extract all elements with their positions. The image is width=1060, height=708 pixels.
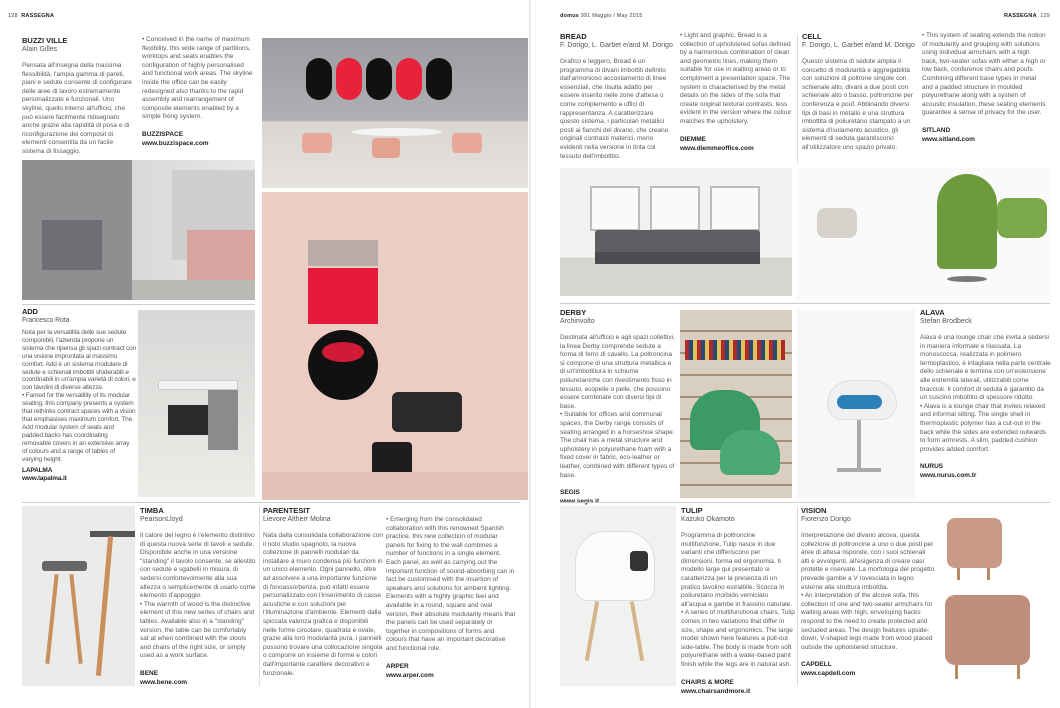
english-text: • Emerging from the consolidated collaboration with this renowned Spanish practice, this new collection of modular panels for fixing to the wall combines a number of functions in a single element. Each panel, as well as carrying out the important function of sound-absorbing can in fact be customised with the insertion of speakers and solutions for ambient lighting. Elements with a highly graphic feel and available in a round, square and oval version, their absolute modularity means that the panels can be used separately or together in compositions of forms and colours that have an important decorative and functional role. (386, 516, 516, 652)
italian-text: Nata dalla consolidata collaborazione con il noto studio spagnolo, la nuova collezione di pannelli modulari da installare a muro condensa più funzioni in un unico elemento. Ogni pannello, oltre ad assolvere a una importante funzione di fonoassorbenza, può infatti essere personalizzato con l'inserimento di casse acustiche e con soluzioni per l'illuminazione d'ambiente. Elementi dalla spiccata valenza grafica e disponibili nelle forme circolare, quadrata e ovale, grazie alla loro modularità pura, i pannelli possono trovare una collocazione singola o comporre un insieme di forme e colori dall'importante carattere decorativo e funzionale. (263, 532, 383, 677)
brand-url[interactable]: www.bene.com (140, 678, 188, 686)
english-text: • Alava is a lounge chair that invites relaxed and informal sitting. The single shell in thermoplastic polymer has a cut-out in the back while the sides are extended outwards to form armrests. A slim, padded cushion provides added comfort. (920, 402, 1047, 453)
issue-label: 991 Maggio / May 2015 (580, 13, 643, 19)
article-title: TIMBA (140, 506, 164, 515)
english-text: • Suitable for offices and communal spaces, the Derby range consists of seating arranged in a horseshoe shape. The chair has a metal structure and upholstery in polyurethane foam with a fixed cover in fabric, eco-leather or leather, combined with different types of base. (560, 411, 675, 479)
right-running-header (560, 13, 642, 19)
article-parentesit-it (263, 506, 383, 678)
magazine-name: domus (560, 13, 580, 19)
italian-text: Alava è una lounge chair che invita a sedersi in maniera informale e rilassata. La monoscocca, realizzata in polimero termoplastico, è intagliata nella parte centrale dello schienale e termina con un'estensione alle estremità laterali, utilizzabili come braccioli. Il comfort di seduta è garantito da un cuscino imbottito di spessore ridotto. (920, 334, 1051, 402)
english-text: • The warmth of wood is the distinctive element of this new series of chairs and tables. Available also in a "standing" version, the table can be comfortably sat at when combined with the stools and chairs of the right size, or simply used as a work surface. (140, 600, 255, 660)
brand-name: LAPALMA (22, 467, 53, 475)
article-title: PARENTESIT (263, 506, 310, 515)
photo-vision-armchairs (937, 510, 1050, 690)
page-number: 128 (8, 13, 18, 19)
article-parentesit-en (386, 516, 516, 680)
brand-url[interactable]: www.buzzispace.com (142, 139, 209, 147)
photo-alava-chair (797, 310, 915, 498)
italian-text: Questo sistema di sedute amplia il concetto di modularità e aggregabilità con soluzioni di poltrone singole con schienale alto, divani a due posti con schienale alto o basso, poltroncine per conferenza e pouf. Abbinando diversi tipi di basi in metallo e una struttura imbottita di poliuretano stampato a un sistema d'isolamento acustico, gli elementi di seduta garantiscono all'utilizzatore uno spazio privato. (802, 58, 913, 151)
article-title: BUZZI VILLE (22, 36, 68, 45)
photo-parentesit-wall (262, 192, 528, 500)
italian-text: Programma di poltroncine multifunzione, Tulip nasce in due varianti che differiscono per dimensioni, forma ed ergonomia. Il modello large qui presentato si caratterizza per la presenza di un pratico tavolino estraibile. Scocca in poliuretano morbido verniciato all'acqua e gambe in frassino naturale. (681, 532, 793, 608)
english-text: • Conceived in the name of maximum flexibility, this wide range of partitions, worktops and seats enables the configuration of highly personalised and functional work areas. The skyline inside the office can be easily redesigned also thanks to the rapid assembly and rearrangement of composite elements enabled by a simple fixing system. (142, 36, 253, 121)
brand-name: ARPER (386, 662, 409, 670)
section-label: RASSEGNA (21, 13, 55, 19)
section-label: RASSEGNA (1003, 13, 1037, 19)
photo-panels-dining (262, 38, 528, 188)
divider (22, 304, 255, 305)
photo-timba-stool (22, 506, 135, 686)
brand-name: SEGIS (560, 489, 580, 497)
italian-text: Interpretazione del divano alcova, questa collezione di poltroncine a uno o due posti per aree di attesa risponde, con i suoi schienali alti e avvolgenti, all'esigenza di creare oasi protette e riservate. La morfologia del progetto prevede gambe a V rovesciata in legno esterne alla struttura imbottita. (801, 532, 935, 591)
article-title: TULIP (681, 506, 703, 515)
article-author: Archirivolto (560, 318, 595, 325)
brand-name: SITLAND (922, 126, 951, 134)
article-author: PearsonLloyd (140, 516, 183, 523)
article-cell-en (922, 32, 1046, 144)
article-title: ADD (22, 307, 38, 316)
brand-url[interactable]: www.lapalma.it (22, 475, 67, 483)
divider (560, 502, 1050, 503)
photo-cell-chairs (797, 168, 1050, 300)
brand-name: CAPDELL (801, 661, 832, 669)
article-tulip (681, 506, 795, 696)
italian-text: Grafico e leggero, Bread è un programma di divani imbottiti definito dall'armonioso accostamento di linee essenziali, che risulta adatto per essere inserito nelle zone d'attesa o come complemento a uffici di rappresentanza. A caratterizzare questo sistema, i particolari metallici posti ai fianchi del divano, che creano originali contrasti materici, meno evidenti nella versione in tinta col tessuto dell'imbottito. (560, 58, 669, 160)
right-page-header (1004, 13, 1050, 19)
divider (797, 506, 798, 686)
italian-text: Nota per la versatilità delle sue sedute componibili, l'azienda propone un sistema che ripensa gli spazi contract con una visione improntata al massimo comfort. Add è un sistema modulare di sedute e schienali imbottiti sfoderabili e coordinabili in un'ampia varietà di colori, e con tavolini di diverse altezze. (22, 329, 137, 392)
divider (259, 506, 260, 686)
article-author: Stefan Brodbeck (920, 318, 972, 325)
article-author: Kazuko Okamoto (681, 516, 735, 523)
article-title: ALAVA (920, 308, 945, 317)
article-bread-it (560, 32, 673, 161)
article-add (22, 307, 136, 483)
article-timba (140, 506, 256, 687)
article-buzzi-ville-it (22, 36, 132, 157)
article-buzzi-ville-en (142, 36, 254, 148)
photo-bread-sofa (560, 168, 792, 296)
brand-url[interactable]: www.diemmeoffice.com (680, 144, 754, 152)
brand-name: BENE (140, 669, 159, 677)
article-alava (920, 308, 1052, 480)
photo-add-seating (138, 310, 255, 497)
italian-text: Il calore del legno è l'elemento distintivo di questa nuova serie di tavoli e sedute. Disponibile anche in una versione "standing" il tavolo consente, se allestito con sedute e sgabelli in misura, di sedersi confortevolmente alla sua altezza o semplicemente di usarlo come elemento d'appoggio. (140, 532, 256, 600)
divider (797, 34, 798, 164)
divider (22, 502, 520, 503)
article-title: BREAD (560, 32, 587, 41)
left-running-header (8, 13, 54, 19)
article-cell-it (802, 32, 914, 153)
english-text: • This system of seating extends the notion of modularity and grouping with solutions using individual armchairs with a high back, two-seater sofas with either a high or low back, conference chairs and poufs. Combining different base types in metal and a padded structure in moulded polyurethane along with a system of acoustic insulation, these seating elements guarantee a sense of privacy for the user. (922, 32, 1046, 117)
english-text: • A series of multifunctional chairs, Tulip comes in two variations that differ in size, shape and ergonomics. The large model shown here features a pull-out side-table. The body is made from soft polyurethane with a water-based paint finish while the legs are in natural ash. (681, 609, 795, 668)
brand-name: DIEMME (680, 135, 706, 143)
photo-tulip-chair (560, 506, 676, 686)
article-author: F. Dorigo, L. Garbet e/and M. Dorigo (802, 42, 915, 49)
article-author: Fiorenzo Dorigo (801, 516, 851, 523)
english-text: • Light and graphic, Bread is a collection of upholstered sofas defined by a harmonious combination of clean and geometric lines, making them suitable for use in waiting areas or to compliment a presentation space. The system is characterised by the metal details on the sides of the sofa that create original textural contrasts, less evident in the version where the colour matches the upholstery. (680, 32, 792, 125)
article-author: Lievore Altherr Molina (263, 516, 331, 523)
photo-derby-chairs (680, 310, 792, 498)
article-title: CELL (802, 32, 822, 41)
brand-name: NURUS (920, 463, 944, 471)
article-title: DERBY (560, 308, 587, 317)
page-gutter (529, 0, 531, 708)
brand-url[interactable]: www.capdell.com (801, 670, 856, 678)
brand-name: BUZZISPACE (142, 130, 184, 138)
article-title: VISION (801, 506, 827, 515)
article-author: Francesco Rota (22, 317, 70, 324)
article-derby (560, 308, 676, 506)
brand-url[interactable]: www.sitland.com (922, 135, 975, 143)
divider (560, 303, 1050, 304)
article-author: F. Dorigo, L. Garbet e/and M. Dorigo (560, 42, 673, 49)
article-bread-en (680, 32, 792, 153)
article-author: Alain Gilles (22, 46, 58, 53)
english-text: • Famed for the versatility of its modular seating, this company presents a system that rethinks contract spaces with a vision that emphasises maximum comfort. The Add modular system of seats and padded backs has coordinating removable covers in an extensive array of colours and a range of tables of varying height. (22, 392, 136, 463)
italian-text: Pensata all'insegna della massima flessibilità, l'ampia gamma di pareti, piani e sedute consente di configurare delle aree di lavoro estremamente personalizzate e funzionali. Uno skyline, quello interno all'ufficio, che può essere facilmente ridisegnato anche grazie alla rapidità di posa e di riconfigurazione dei composit di elementi consentita da un facile sistema di fissaggio. (22, 62, 132, 155)
brand-url[interactable]: www.arper.com (386, 671, 434, 679)
brand-url[interactable]: www.chairsandmore.it (681, 687, 751, 695)
brand-url[interactable]: www.nurus.com.tr (920, 472, 977, 480)
italian-text: Destinata all'ufficio e agli spazi collettivi, la linea Derby comprende sedute a forma di ferro di cavallo. La poltroncina si compone di una struttura metallica e di un'imbottitura in schiume poliuretaniche con rivestimento fisso in tessuto, ecopelle o pelle, che possono essere combinate con diversi tipi di base. (560, 334, 675, 410)
brand-name: CHAIRS & MORE (681, 678, 734, 686)
article-vision (801, 506, 935, 678)
photo-pink-sofa (22, 160, 255, 300)
page-number: 129 (1040, 13, 1050, 19)
english-text: • An interpretation of the alcove sofa, this collection of one and two-seater armchairs for waiting areas with high, enveloping backs respond to the need to create protected and secluded areas. The design features upside-down, V-shaped legs made from wood placed outside the upholstered structure. (801, 592, 933, 651)
